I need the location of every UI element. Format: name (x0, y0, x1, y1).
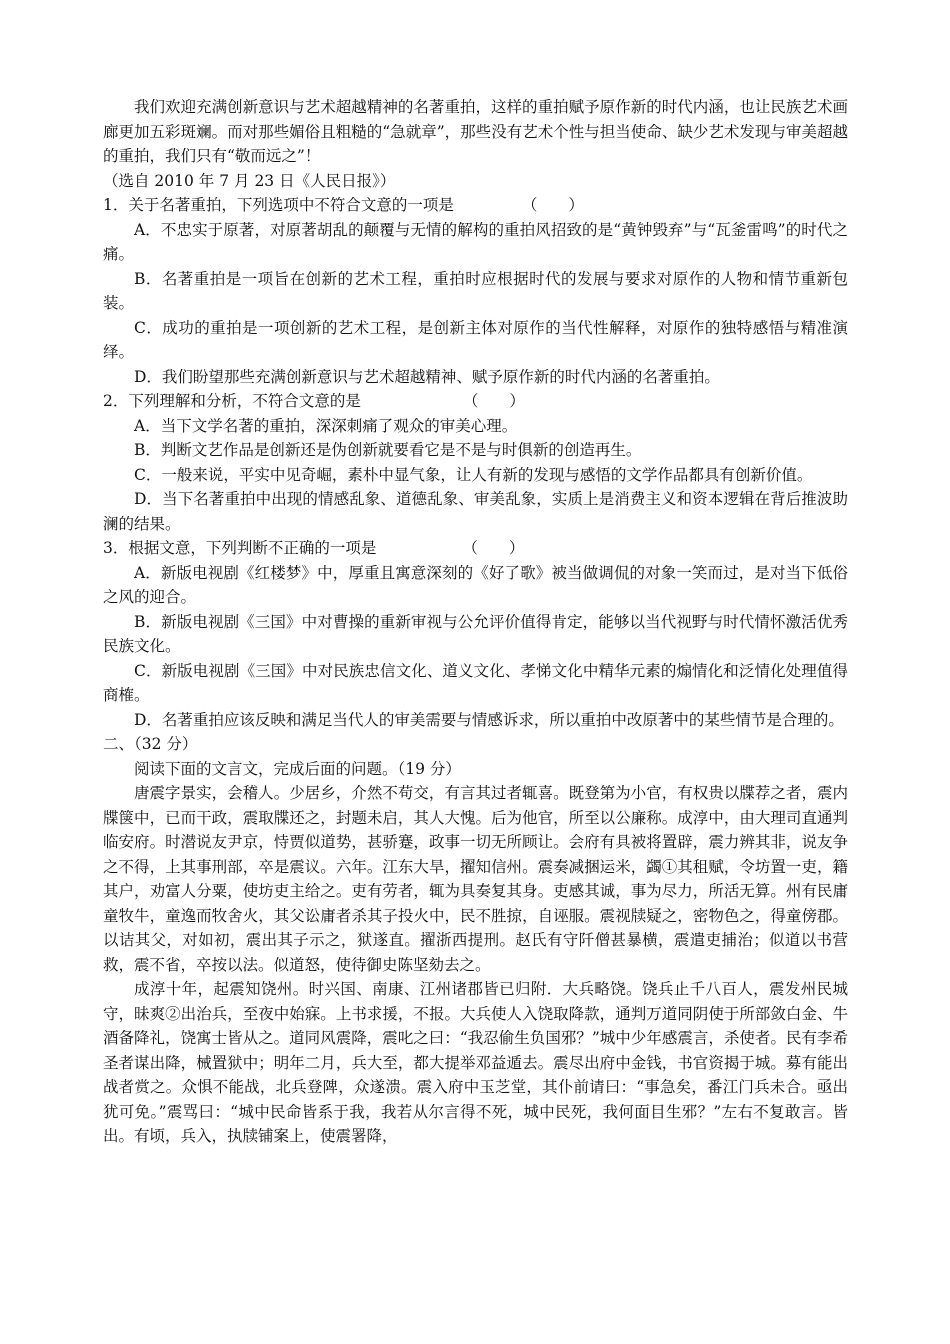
question-1-option-a: A．不忠实于原著，对原著胡乱的颠覆与无情的解构的重拍风招致的是“黄钟毁弃”与“瓦釜雷鸣”的时代之痛。 (103, 220, 848, 263)
question-1-option-c: C．成功的重拍是一项创新的艺术工程，是创新主体对原作的当代性解释，对原作的独特感悟与精准演绎。 (103, 318, 848, 361)
section-2-heading: 二、（32 分） (103, 735, 198, 753)
question-3-option-b: B．新版电视剧《三国》中对曹操的重新审视与公允评价值得肯定，能够以当代视野与时代情怀激活优秀民族文化。 (103, 612, 848, 655)
section-2-instruction: 阅读下面的文言文，完成后面的问题。（19 分） (134, 759, 461, 778)
answer-parentheses: （ ） (462, 392, 525, 410)
answer-parentheses: （ ） (521, 196, 584, 214)
classical-text-paragraph: 唐震字景实，会稽人。少居乡，介然不苟交，有言其过者辄喜。既登第为小官，有权贵以牒荐之者，震内牒箧中，已而干政，震取牒还之，封题未启，其人大愧。后为他官，所至以公廉称。成淳中，由大理司直通判临安府。时潜说友尹京，恃贾似道势，甚骄蹇，政事一切无所顾让。会府有具被将置辟，震力辨其非，说友争之不得，上其事刑部，卒是震议。六年。江东大旱，擢知信州。震奏减捆运米，蠲①其租赋，令坊置一吏，籍其户，劝富人分粟，使坊吏主给之。吏有劳者，辄为具奏复其身。吏感其诚，事为尽力，所活无算。州有民庸童牧牛，童逸而牧舍火，其父讼庸者杀其子投火中，民不胜掠，自诬服。震视牍疑之，密物色之，得童傍郡。以诘其父，对如初，震出其子示之，狱遂直。擢浙西提刑。赵氏有守阡僧甚暴横，震遣吏捕治；似道以书营救，震不省，卒按以法。似道怒，使待御史陈坚劾去之。 (103, 784, 848, 974)
question-1-stem (103, 193, 848, 218)
question-2-option-c: C．一般来说，平实中见奇崛，素朴中显气象，让人有新的发现与感悟的文学作品都具有创新价值。 (134, 465, 813, 484)
document-body (103, 95, 848, 1149)
question-3-option-d: D．名著重拍应该反映和满足当代人的审美需要与情感诉求，所以重拍中改原著中的某些情节是合理的。 (134, 710, 844, 729)
question-2-stem (103, 389, 848, 414)
source-citation: （选自 2010 年 7 月 23 日《人民日报》） (103, 171, 396, 190)
question-3-option-a: A．新版电视剧《红楼梦》中，厚重且寓意深刻的《好了歌》被当做调侃的对象一笑而过，是对当下低俗之风的迎合。 (103, 563, 848, 606)
question-3-option-c: C．新版电视剧《三国》中对民族忠信文化、道义文化、孝悌文化中精华元素的煽情化和泛情化处理值得商榷。 (103, 661, 848, 704)
question-2-option-d: D．当下名著重拍中出现的情感乱象、道德乱象、审美乱象，实质上是消费主义和资本逻辑在背后推波助澜的结果。 (103, 490, 848, 533)
intro-closing-paragraph: 我们欢迎充满创新意识与艺术超越精神的名著重拍，这样的重拍赋予原作新的时代内涵，也让民族艺术画廊更加五彩斑斓。而对那些媚俗且粗糙的“急就章”，那些没有艺术个性与担当使命、缺少艺术发现与审美超越的重拍，我们只有“敬而远之”！ (103, 98, 848, 165)
question-2-option-a: A．当下文学名著的重拍，深深刺痛了观众的审美心理。 (134, 416, 518, 435)
question-3-stem (103, 536, 848, 561)
answer-parentheses: （ ） (462, 539, 525, 557)
question-stem-text: 2．下列理解和分析，不符合文意的是 (103, 392, 361, 410)
question-1-option-b: B．名著重拍是一项旨在创新的艺术工程，重拍时应根据时代的发展与要求对原作的人物和情节重新包装。 (103, 269, 848, 312)
classical-text-paragraph: 成淳十年，起震知饶州。时兴国、南康、江州诸郡皆已归附．大兵略饶。饶兵止千八百人，震发州民城守，昧爽②出治兵，至夜中始寐。上书求援，不报。大兵使人入饶取降款，通判万道同阴使于所部敛白金、牛酒备降礼，饶寓士皆从之。道同风震降，震叱之曰：“我忍偷生负国邪？”城中少年感震言，杀使者。民有李希圣者谋出降，械置狱中；明年二月，兵大至，都大提举邓益遁去。震尽出府中金钱，书官资揭于城。募有能出战者赏之。众惧不能战，北兵登陴，众遂溃。震入府中玉芝堂，其仆前请曰：“事急矣，番江门兵未合。亟出犹可免。”震骂曰：“城中民命皆系于我，我若从尔言得不死，城中民死，我何面目生邪？”左右不复敢言。皆出。有顷，兵入，执牍铺案上，使震署降， (103, 980, 848, 1145)
question-1-option-d: D．我们盼望那些充满创新意识与艺术超越精神、赋予原作新的时代内涵的名著重拍。 (134, 367, 720, 386)
question-stem-text: 3．根据文意，下列判断不正确的一项是 (103, 539, 377, 557)
question-stem-text: 1．关于名著重拍，下列选项中不符合文意的一项是 (103, 196, 454, 214)
question-2-option-b: B．判断文艺作品是创新还是伪创新就要看它是不是与时俱新的创造再生。 (134, 441, 642, 459)
